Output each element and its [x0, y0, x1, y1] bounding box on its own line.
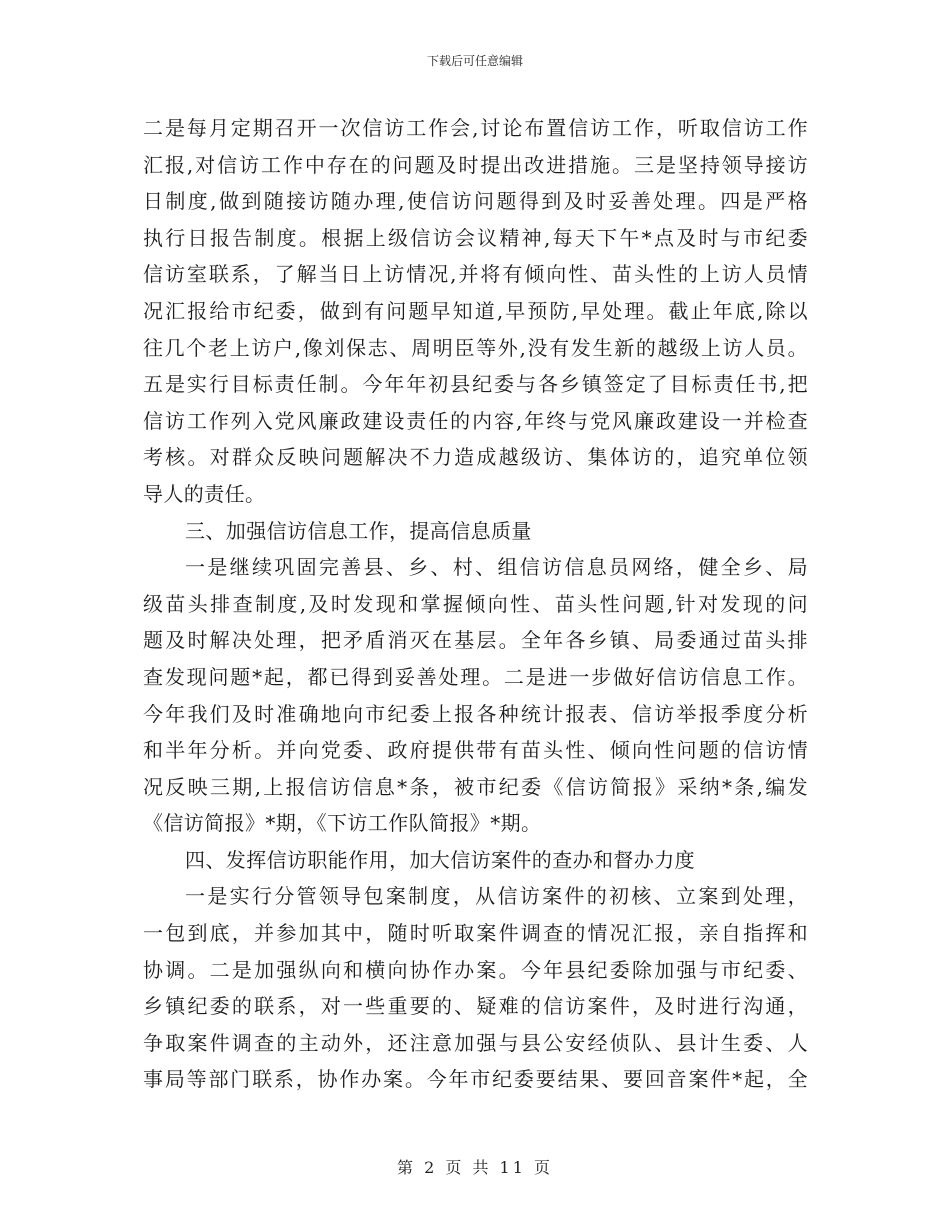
text-line: 《信访简报》*期，《下访工作队简报》*期。: [143, 811, 542, 836]
text-line: 往几个老上访户,像刘保志、周明臣等外,没有发生新的越级上访人员。: [143, 335, 808, 360]
text-line: 一包到底，并参加其中，随时听取案件调查的情况汇报，亲自指挥和: [143, 921, 808, 946]
page-header: 下载后可任意编辑: [426, 54, 523, 68]
text-line: 执行日报告制度。根据上级信访会议精神,每天下午*点及时与市纪委: [143, 225, 808, 250]
text-line: 今年我们及时准确地向市纪委上报各种统计报表、信访举报季度分析: [143, 701, 808, 726]
text-line: 查发现问题*起，都已得到妥善处理。二是进一步做好信访信息工作。: [143, 664, 808, 689]
text-line: 况汇报给市纪委，做到有问题早知道,早预防,早处理。截止年底,除以: [143, 298, 808, 323]
text-line: 一是继续巩固完善县、乡、村、组信访信息员网络，健全乡、局: [185, 555, 808, 580]
text-line: 三、加强信访信息工作，提高信息质量: [185, 518, 532, 543]
text-line: 一是实行分管领导包案制度，从信访案件的初核、立案到处理，: [185, 884, 808, 909]
document-body: [143, 110, 808, 1098]
text-line: 题及时解决处理，把矛盾消灭在基层。全年各乡镇、局委通过苗头排: [143, 628, 808, 653]
text-line: 级苗头排查制度,及时发现和掌握倾向性、苗头性问题,针对发现的问: [143, 591, 808, 616]
page-number: 第 2 页 共 11 页: [397, 1158, 553, 1177]
text-line: 事局等部门联系，协作办案。今年市纪委要结果、要回音案件*起，全: [143, 1067, 808, 1092]
text-line: 信访工作列入党风廉政建设责任的内容,年终与党风廉政建设一并检查: [143, 408, 808, 433]
text-line: 二是每月定期召开一次信访工作会,讨论布置信访工作，听取信访工作: [143, 116, 808, 140]
text-line: 和半年分析。并向党委、政府提供带有苗头性、倾向性问题的信访情: [143, 738, 808, 763]
text-line: 争取案件调查的主动外，还注意加强与县公安经侦队、县计生委、人: [143, 1030, 808, 1055]
text-line: 日制度,做到随接访随办理,使信访问题得到及时妥善处理。四是严格: [143, 189, 808, 214]
text-line: 四、发挥信访职能作用，加大信访案件的查办和督办力度: [185, 847, 695, 872]
text-line: 汇报,对信访工作中存在的问题及时提出改进措施。三是坚持领导接访: [143, 152, 808, 177]
text-line: 考核。对群众反映问题解决不力造成越级访、集体访的，追究单位领: [143, 445, 808, 470]
text-line: 信访室联系，了解当日上访情况,并将有倾向性、苗头性的上访人员情: [143, 262, 808, 287]
text-line: 五是实行目标责任制。今年年初县纪委与各乡镇签定了目标责任书,把: [143, 372, 808, 397]
text-line: 协调。二是加强纵向和横向协作办案。今年县纪委除加强与市纪委、: [143, 957, 808, 982]
text-line: 乡镇纪委的联系，对一些重要的、疑难的信访案件，及时进行沟通，: [143, 994, 808, 1019]
text-line: 况反映三期,上报信访信息*条，被市纪委《信访简报》采纳*条,编发: [143, 774, 808, 799]
text-line: 导人的责任。: [143, 481, 266, 506]
